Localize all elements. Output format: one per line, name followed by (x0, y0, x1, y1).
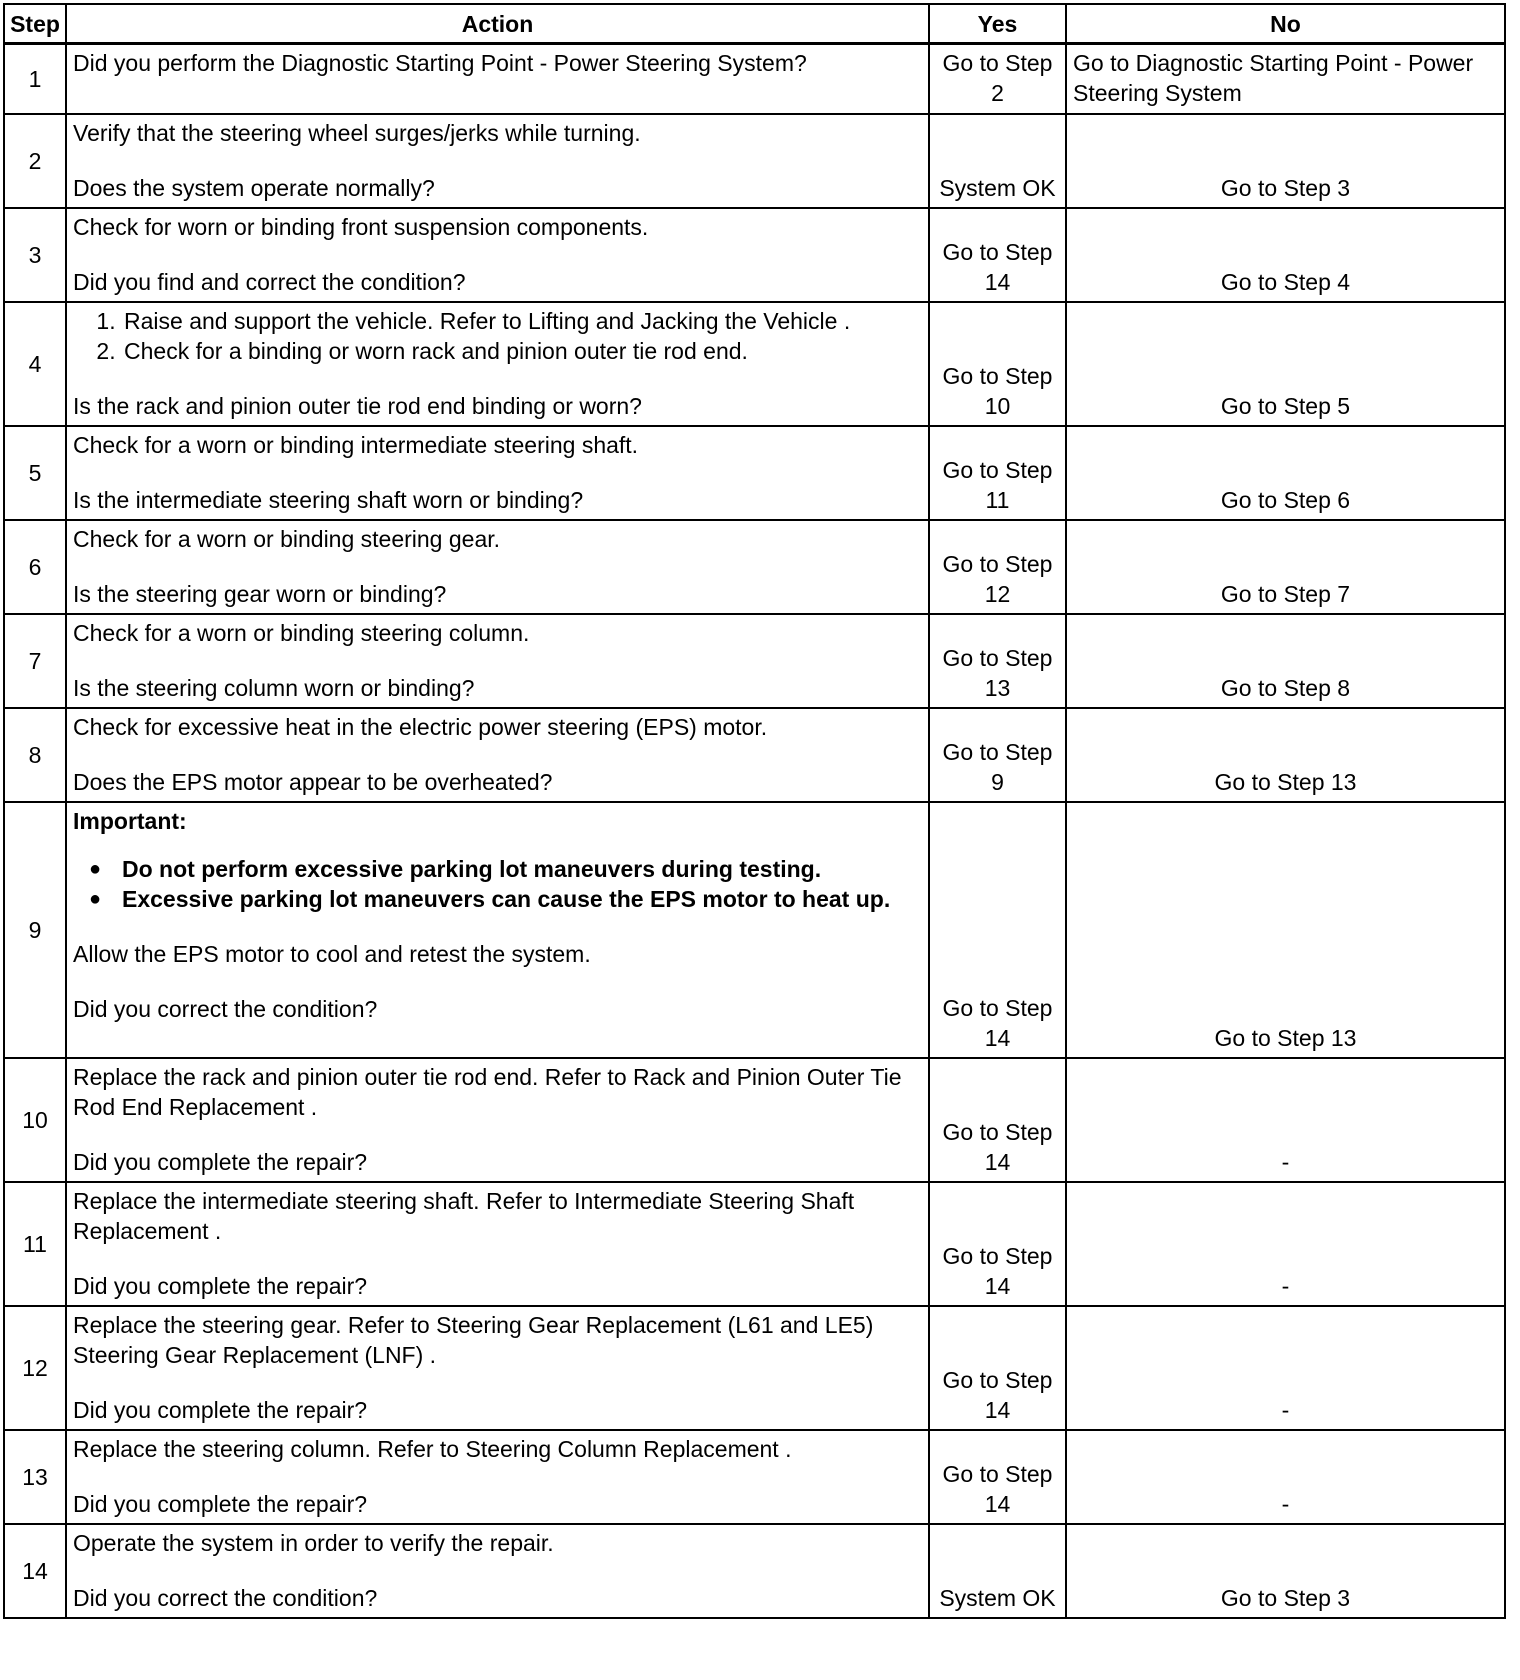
table-row (4, 208, 1505, 302)
question-text: Did you correct the condition? (73, 995, 378, 1022)
action-text: Check for worn or binding front suspension components. (73, 213, 649, 240)
step-number: 5 (4, 426, 66, 520)
action-text: Check for a worn or binding intermediate steering shaft. (73, 431, 639, 458)
no-cell: - (1066, 1182, 1505, 1306)
question-text: Is the steering gear worn or binding? (73, 580, 447, 607)
list-item: 2. Check for a binding or worn rack and pinion outer tie rod end. (122, 336, 922, 366)
action-text: Replace the steering column. Refer to Steering Column Replacement . (73, 1435, 792, 1462)
action-cell (66, 114, 929, 208)
table-row (4, 44, 1505, 114)
table-row (4, 1058, 1505, 1182)
header-row (4, 4, 1505, 44)
action-text: Replace the intermediate steering shaft. Refer to Intermediate Steering Shaft Replacement . (73, 1187, 855, 1244)
action-cell (66, 44, 929, 114)
yes-cell: Go to Step 14 (929, 1182, 1066, 1306)
step-number: 9 (4, 802, 66, 1058)
header-step: Step (4, 4, 66, 44)
action-cell (66, 1058, 929, 1182)
table-row (4, 1306, 1505, 1430)
action-cell (66, 1306, 929, 1430)
no-cell: - (1066, 1306, 1505, 1430)
step-number: 10 (4, 1058, 66, 1182)
step-number: 1 (4, 44, 66, 114)
table-row (4, 802, 1505, 1058)
action-cell (66, 208, 929, 302)
no-cell: Go to Step 3 (1066, 114, 1505, 208)
no-cell: Go to Step 4 (1066, 208, 1505, 302)
no-cell: Go to Step 6 (1066, 426, 1505, 520)
yes-cell: Go to Step 13 (929, 614, 1066, 708)
step-number: 13 (4, 1430, 66, 1524)
yes-cell: System OK (929, 1524, 1066, 1618)
list-item: ● Do not perform excessive parking lot maneuvers during testing. (122, 854, 922, 884)
action-text: Allow the EPS motor to cool and retest the system. (73, 940, 591, 967)
action-cell (66, 614, 929, 708)
yes-cell: Go to Step 9 (929, 708, 1066, 802)
yes-cell: System OK (929, 114, 1066, 208)
action-cell (66, 1182, 929, 1306)
question-text: Did you complete the repair? (73, 1396, 368, 1423)
diagnostic-table (3, 3, 1506, 1619)
step-number: 14 (4, 1524, 66, 1618)
action-text: Check for a worn or binding steering gear. (73, 525, 501, 552)
table-row (4, 1182, 1505, 1306)
no-cell: - (1066, 1430, 1505, 1524)
header-yes: Yes (929, 4, 1066, 44)
header-action: Action (66, 4, 929, 44)
table-row (4, 114, 1505, 208)
yes-cell: Go to Step 14 (929, 208, 1066, 302)
yes-cell: Go to Step 12 (929, 520, 1066, 614)
step-number: 3 (4, 208, 66, 302)
no-cell: Go to Step 13 (1066, 708, 1505, 802)
question-text: Is the rack and pinion outer tie rod end binding or worn? (73, 392, 642, 419)
yes-cell: Go to Step 14 (929, 1306, 1066, 1430)
list-item: ● Excessive parking lot maneuvers can cause the EPS motor to heat up. (122, 884, 922, 914)
table-row (4, 1524, 1505, 1618)
important-label: Important: (73, 807, 187, 834)
question-text: Is the steering column worn or binding? (73, 674, 475, 701)
yes-cell: Go to Step 2 (929, 44, 1066, 114)
table-row (4, 520, 1505, 614)
question-text: Does the EPS motor appear to be overheated? (73, 768, 553, 795)
table-row (4, 302, 1505, 426)
action-cell (66, 520, 929, 614)
action-cell (66, 802, 929, 1058)
action-cell (66, 1430, 929, 1524)
no-cell: Go to Step 8 (1066, 614, 1505, 708)
step-number: 11 (4, 1182, 66, 1306)
table-row (4, 614, 1505, 708)
no-cell: - (1066, 1058, 1505, 1182)
question-text: Did you complete the repair? (73, 1490, 368, 1517)
step-number: 4 (4, 302, 66, 426)
action-text: Replace the rack and pinion outer tie rod end. Refer to Rack and Pinion Outer Tie Rod End Replacement . (73, 1063, 902, 1120)
procedure-list (73, 306, 922, 366)
step-number: 2 (4, 114, 66, 208)
header-no: No (1066, 4, 1505, 44)
question-text: Did you correct the condition? (73, 1584, 378, 1611)
question-text: Did you complete the repair? (73, 1148, 368, 1175)
action-cell (66, 708, 929, 802)
yes-cell: Go to Step 11 (929, 426, 1066, 520)
no-cell: Go to Step 13 (1066, 802, 1505, 1058)
action-cell (66, 1524, 929, 1618)
question-text: Is the intermediate steering shaft worn or binding? (73, 486, 584, 513)
yes-cell: Go to Step 14 (929, 1058, 1066, 1182)
table-row (4, 708, 1505, 802)
step-number: 7 (4, 614, 66, 708)
action-cell (66, 426, 929, 520)
action-text: Did you perform the Diagnostic Starting Point - Power Steering System? (73, 50, 807, 76)
action-text: Verify that the steering wheel surges/jerks while turning. (73, 119, 641, 146)
question-text: Did you find and correct the condition? (73, 268, 466, 295)
no-cell: Go to Step 7 (1066, 520, 1505, 614)
yes-cell: Go to Step 14 (929, 802, 1066, 1058)
important-bullets (73, 854, 922, 914)
action-text: Replace the steering gear. Refer to Steering Gear Replacement (L61 and LE5) Steering Gear Replacement (LNF) . (73, 1311, 874, 1368)
no-cell: Go to Diagnostic Starting Point - Power Steering System (1066, 44, 1505, 114)
yes-cell: Go to Step 14 (929, 1430, 1066, 1524)
question-text: Did you complete the repair? (73, 1272, 368, 1299)
table-row (4, 1430, 1505, 1524)
action-cell (66, 302, 929, 426)
action-text: Operate the system in order to verify the repair. (73, 1529, 554, 1556)
step-number: 12 (4, 1306, 66, 1430)
action-text: Check for excessive heat in the electric power steering (EPS) motor. (73, 713, 768, 740)
table-row (4, 426, 1505, 520)
yes-cell: Go to Step 10 (929, 302, 1066, 426)
step-number: 8 (4, 708, 66, 802)
no-cell: Go to Step 5 (1066, 302, 1505, 426)
question-text: Does the system operate normally? (73, 174, 435, 201)
action-text: Check for a worn or binding steering column. (73, 619, 530, 646)
no-cell: Go to Step 3 (1066, 1524, 1505, 1618)
step-number: 6 (4, 520, 66, 614)
list-item: 1. Raise and support the vehicle. Refer to Lifting and Jacking the Vehicle . (122, 306, 922, 336)
